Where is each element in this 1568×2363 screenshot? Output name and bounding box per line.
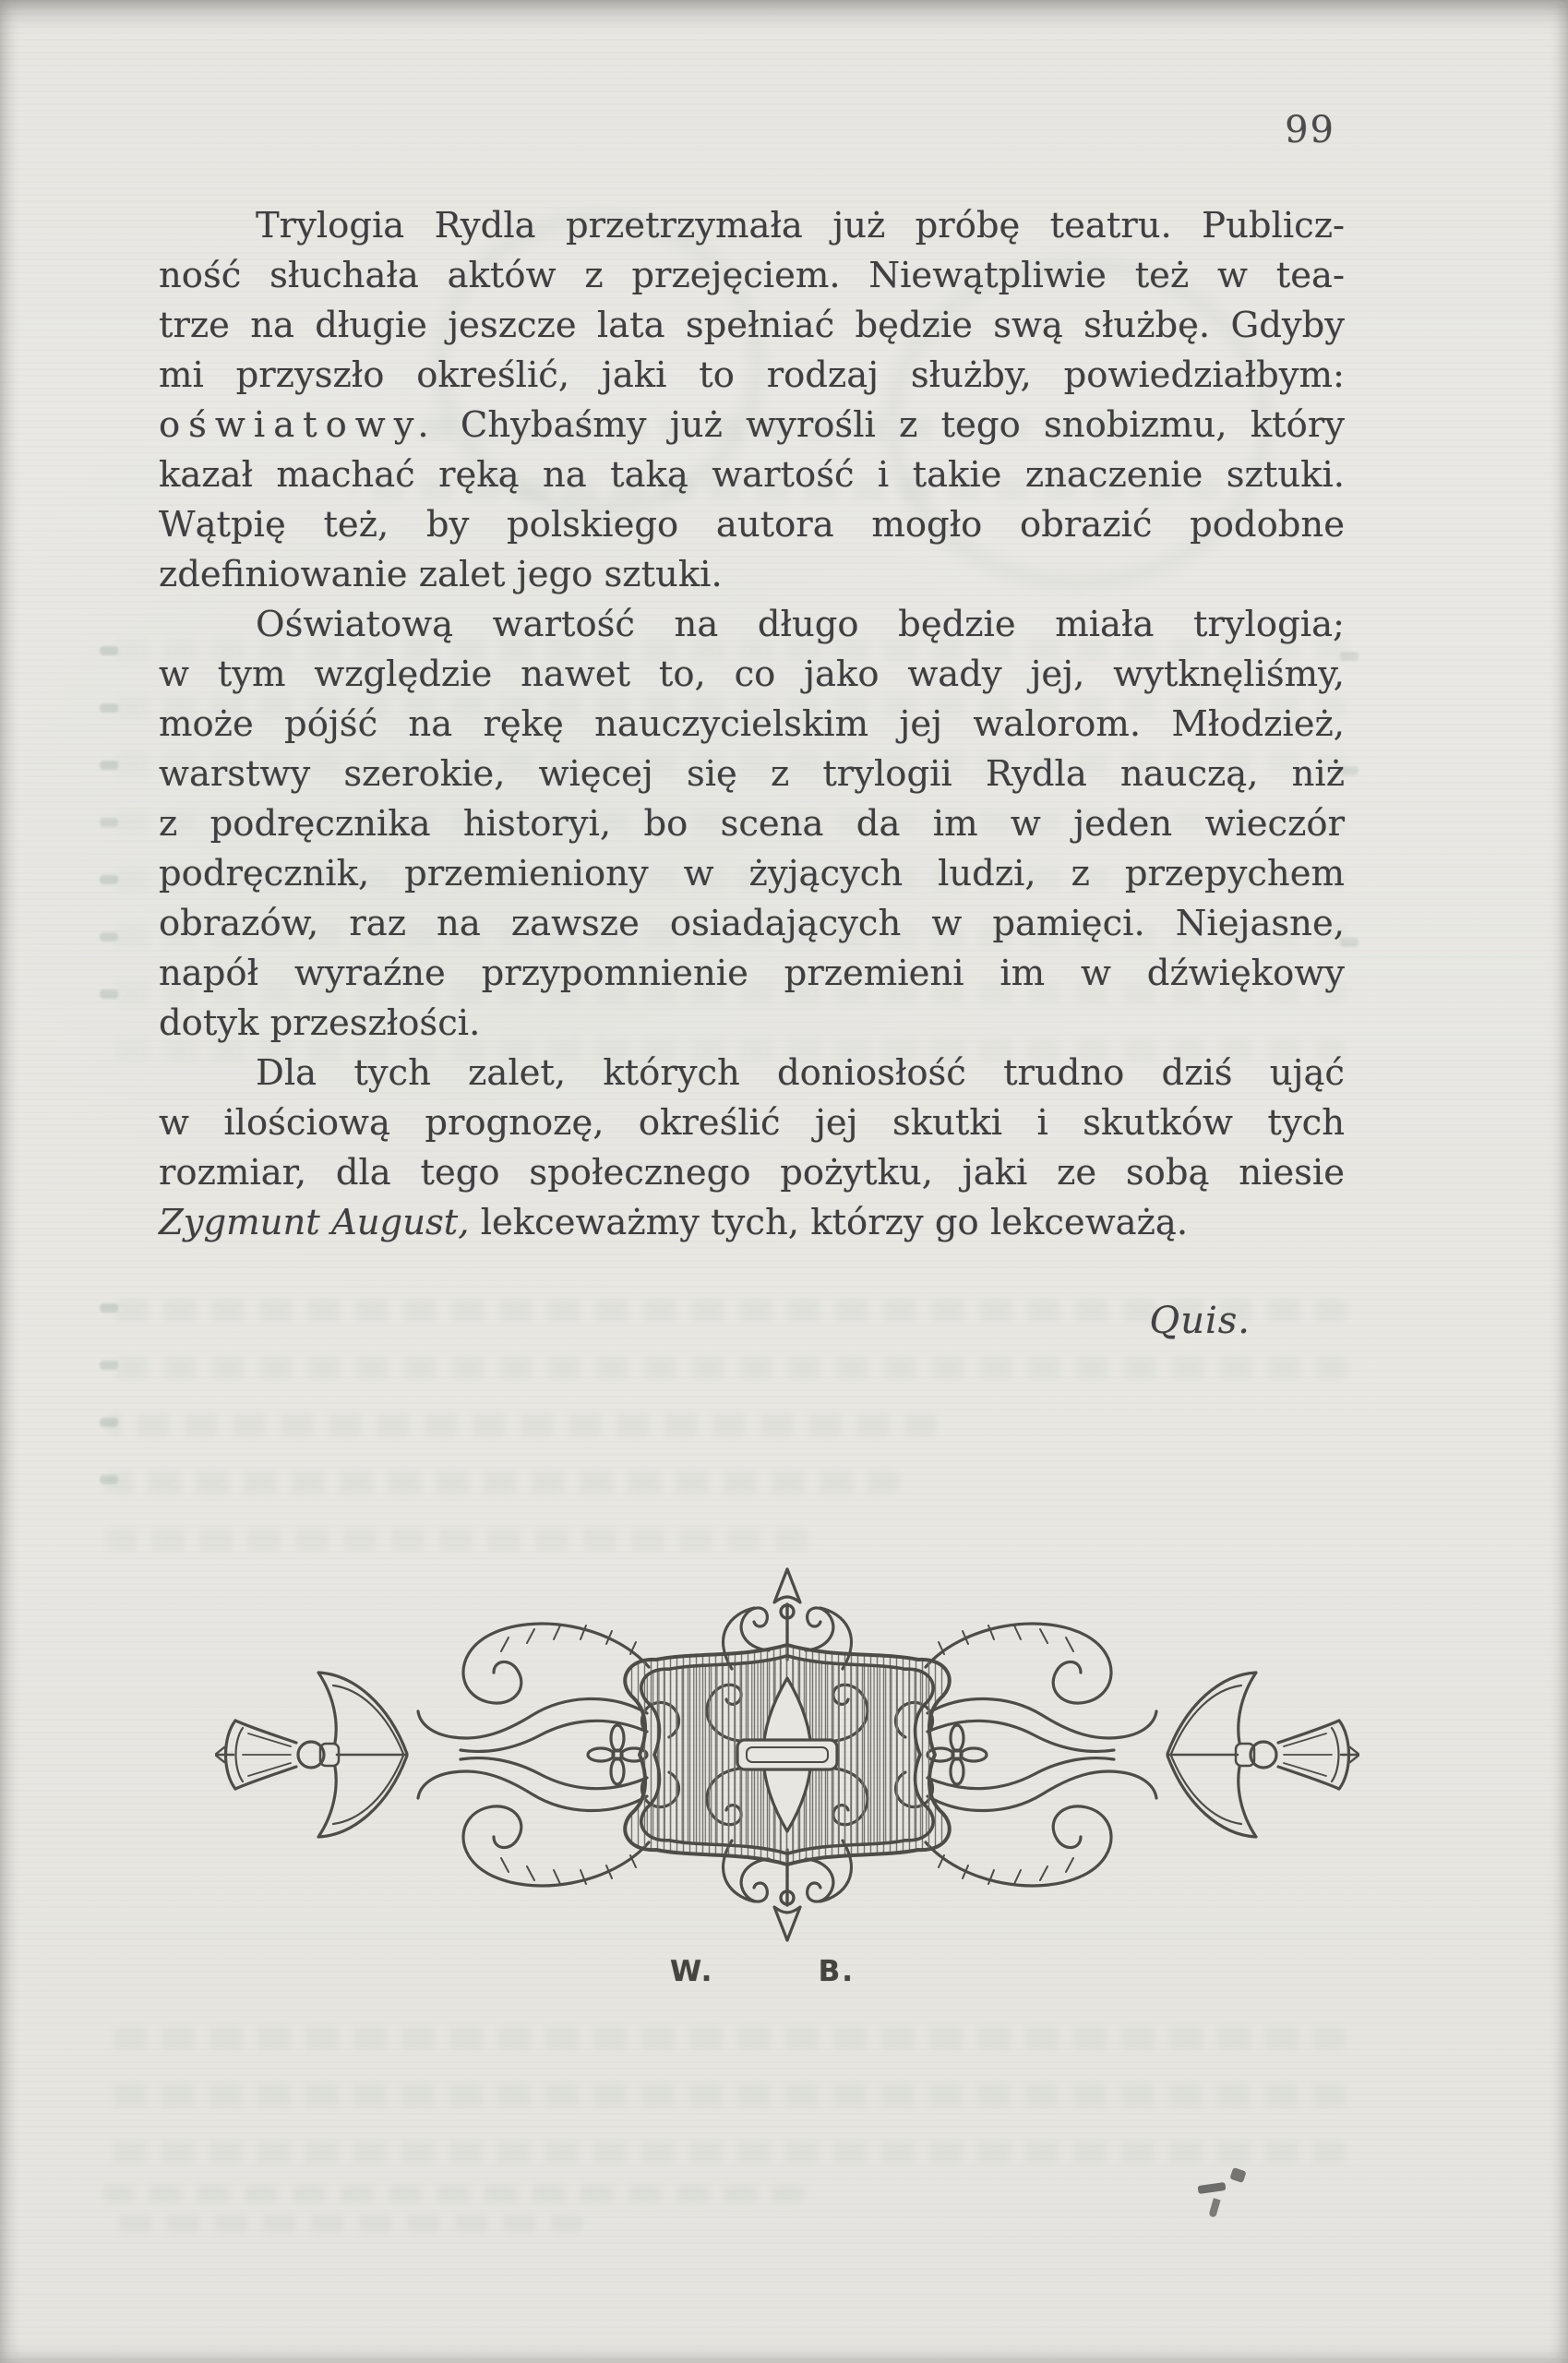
showthrough-stub (100, 1361, 118, 1370)
artist-initial-b: B. (818, 1955, 855, 1988)
text-line: Wątpię też, by polskiego autora mogło obrazić podobne (159, 504, 1345, 546)
showthrough-line (106, 1529, 808, 1551)
showthrough-line (109, 2084, 1346, 2106)
showthrough-line (109, 2027, 1346, 2049)
text-line: kazał machać ręką na taką wartość i takie znaczenie sztuki. (159, 454, 1345, 496)
text-line: obrazów, raz na zawsze osiadających w pamięci. Niejasne, (159, 903, 1345, 944)
showthrough-stub (100, 818, 118, 827)
text-line: trze na długie jeszcze lata spełniać będzie swą służbę. Gdyby (159, 305, 1345, 346)
stray-ink-mark (1229, 2167, 1246, 2183)
ornament-vignette (215, 1556, 1359, 1953)
text-line: ność słuchała aktów z przejęciem. Niewątpliwie też w tea- (159, 255, 1345, 296)
text-line: rozmiar, dla tego społecznego pożytku, jaki ze sobą niesie (159, 1152, 1345, 1193)
stray-ink-mark (1208, 2198, 1220, 2217)
showthrough-line (106, 1414, 937, 1436)
text-line: Dla tych zalet, których doniosłość trudno dziś ująć (256, 1052, 1345, 1094)
showthrough-stub (100, 932, 118, 942)
emphasized-word: oświatowy. (159, 404, 437, 446)
text-line: w tym względzie nawet to, co jako wady jej, wytknęliśmy, (159, 654, 1345, 695)
showthrough-stub (100, 646, 118, 655)
artist-initials (670, 1955, 855, 1988)
showthrough-line (106, 1471, 900, 1493)
text-line-rest: lekceważmy tych, którzy go lekceważą. (469, 1202, 1189, 1243)
text-line: napół wyraźne przypomnienie przemieni im w dźwiękowy (159, 953, 1345, 994)
showthrough-stub (100, 1418, 118, 1427)
author-signature: Quis. (1149, 1300, 1251, 1342)
text-line: Trylogia Rydla przetrzymała już próbę teatru. Publicz- (256, 205, 1345, 246)
page-number: 99 (1285, 109, 1335, 151)
text-line: Oświatową wartość na długo będzie miała trylogia; (256, 604, 1345, 645)
showthrough-line (109, 2141, 1346, 2164)
showthrough-stub (100, 1303, 118, 1313)
showthrough-stub (100, 990, 118, 999)
artist-initial-w: W. (670, 1955, 714, 1988)
showthrough-line (103, 2215, 583, 2232)
showthrough-stub (100, 1475, 118, 1484)
showthrough-stub (100, 703, 118, 713)
text-line: warstwy szerokie, więcej się z trylogii Rydla nauczą, niż (159, 753, 1345, 795)
stray-ink-mark (1198, 2182, 1227, 2194)
text-line: zdefiniowanie zalet jego sztuki. (159, 554, 723, 595)
showthrough-line (103, 2186, 805, 2202)
text-line (159, 401, 1345, 450)
paragraph (159, 600, 1345, 1049)
text-line: mi przyszło określić, jaki to rodzaj służby, powiedziałbym: (159, 354, 1345, 396)
showthrough-stub (100, 875, 118, 884)
text-line: dotyk przeszłości. (159, 1002, 481, 1044)
paragraph (159, 1049, 1345, 1248)
text-line: może pójść na rękę nauczycielskim jej walorom. Młodzież, (159, 703, 1345, 745)
text-line-rest: Chybaśmy już wyrośli z tego snobizmu, który (437, 404, 1345, 446)
text-line: podręcznik, przemieniony w żyjących ludzi, z przepychem (159, 853, 1345, 894)
text-block (159, 201, 1345, 1248)
showthrough-line (106, 1357, 1347, 1379)
paragraph (159, 201, 1345, 600)
italic-title: Zygmunt August, (159, 1202, 470, 1243)
text-line: z podręcznika historyi, bo scena da im w jeden wieczór (159, 803, 1345, 845)
text-line (159, 1198, 1345, 1248)
text-line: w ilościową prognozę, określić jej skutki i skutków tych (159, 1102, 1345, 1144)
h-bar (737, 1740, 837, 1769)
showthrough-stub (100, 761, 118, 770)
